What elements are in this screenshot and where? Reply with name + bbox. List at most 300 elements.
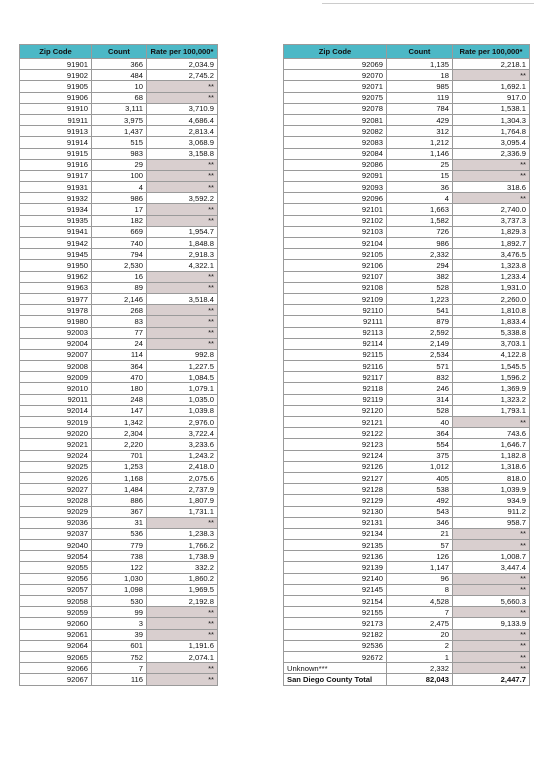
zip-cell: 92075 bbox=[284, 92, 387, 103]
table-row bbox=[284, 618, 530, 629]
count-cell: 405 bbox=[387, 472, 453, 483]
table-row bbox=[284, 193, 530, 204]
table-row bbox=[284, 226, 530, 237]
rate-cell: ** bbox=[147, 159, 218, 170]
table-row bbox=[284, 114, 530, 125]
table-row bbox=[284, 327, 530, 338]
table-row bbox=[20, 170, 218, 181]
table-row bbox=[284, 361, 530, 372]
rate-cell: 3,737.3 bbox=[453, 215, 530, 226]
table-row bbox=[20, 372, 218, 383]
rate-cell: 3,233.6 bbox=[147, 439, 218, 450]
rate-cell: 1,238.3 bbox=[147, 528, 218, 539]
count-cell: 126 bbox=[387, 551, 453, 562]
zip-cell: 92105 bbox=[284, 249, 387, 260]
zip-cell: 92029 bbox=[20, 506, 92, 517]
count-cell: 484 bbox=[92, 70, 147, 81]
table-row bbox=[284, 506, 530, 517]
table-row bbox=[20, 383, 218, 394]
zip-cell: 92070 bbox=[284, 70, 387, 81]
count-cell: 752 bbox=[92, 651, 147, 662]
table-row bbox=[284, 148, 530, 159]
rate-cell: ** bbox=[147, 81, 218, 92]
zip-cell: 92037 bbox=[20, 528, 92, 539]
table-row bbox=[20, 551, 218, 562]
table-row bbox=[284, 596, 530, 607]
table-row bbox=[20, 182, 218, 193]
count-cell: 601 bbox=[92, 640, 147, 651]
count-cell: 77 bbox=[92, 327, 147, 338]
count-cell: 17 bbox=[92, 204, 147, 215]
count-cell: 2 bbox=[387, 640, 453, 651]
rate-cell: 1,646.7 bbox=[453, 439, 530, 450]
rate-cell: 1,860.2 bbox=[147, 573, 218, 584]
count-cell: 530 bbox=[92, 596, 147, 607]
rate-cell: ** bbox=[147, 215, 218, 226]
table-row bbox=[20, 271, 218, 282]
count-cell: 364 bbox=[92, 361, 147, 372]
rate-cell: 5,660.3 bbox=[453, 596, 530, 607]
zip-cell: 92154 bbox=[284, 596, 387, 607]
rate-cell: ** bbox=[453, 170, 530, 181]
rate-cell: 3,095.4 bbox=[453, 137, 530, 148]
rate-cell: 1,692.1 bbox=[453, 81, 530, 92]
zip-cell: 92055 bbox=[20, 562, 92, 573]
rate-cell: ** bbox=[147, 271, 218, 282]
table-row bbox=[284, 159, 530, 170]
rate-cell: 1,039.8 bbox=[147, 405, 218, 416]
table-row bbox=[284, 394, 530, 405]
table-row bbox=[20, 562, 218, 573]
table-row bbox=[284, 629, 530, 640]
zip-cell: 91902 bbox=[20, 70, 92, 81]
table-row bbox=[284, 293, 530, 304]
rate-cell: 1,318.6 bbox=[453, 461, 530, 472]
zip-cell: 91942 bbox=[20, 238, 92, 249]
rate-cell: ** bbox=[147, 674, 218, 685]
zip-cell: 92054 bbox=[20, 551, 92, 562]
rate-cell: 934.9 bbox=[453, 495, 530, 506]
rate-cell: 1,369.9 bbox=[453, 383, 530, 394]
zip-cell: 92071 bbox=[284, 81, 387, 92]
zip-cell: 92114 bbox=[284, 338, 387, 349]
rate-cell: 2,740.0 bbox=[453, 204, 530, 215]
count-cell: 2,332 bbox=[387, 249, 453, 260]
table-row bbox=[284, 551, 530, 562]
zip-header: Zip Code bbox=[284, 45, 387, 59]
count-cell: 68 bbox=[92, 92, 147, 103]
count-cell: 4 bbox=[92, 182, 147, 193]
rate-cell: 3,068.9 bbox=[147, 137, 218, 148]
rate-cell: ** bbox=[147, 338, 218, 349]
zip-cell: 91911 bbox=[20, 114, 92, 125]
zip-cell: 91962 bbox=[20, 271, 92, 282]
count-cell: 57 bbox=[387, 540, 453, 551]
zip-cell: 92122 bbox=[284, 428, 387, 439]
table-row bbox=[20, 126, 218, 137]
zip-cell: 92118 bbox=[284, 383, 387, 394]
zip-cell: 91941 bbox=[20, 226, 92, 237]
count-cell: 536 bbox=[92, 528, 147, 539]
rate-cell: 2,737.9 bbox=[147, 484, 218, 495]
zip-cell: 92007 bbox=[20, 349, 92, 360]
zip-cell: 91915 bbox=[20, 148, 92, 159]
rate-cell: ** bbox=[453, 70, 530, 81]
rate-cell: ** bbox=[453, 193, 530, 204]
table-row bbox=[284, 528, 530, 539]
rate-cell: 3,703.1 bbox=[453, 338, 530, 349]
table-row bbox=[284, 439, 530, 450]
count-cell: 29 bbox=[92, 159, 147, 170]
zip-cell: 91934 bbox=[20, 204, 92, 215]
zip-cell: 91978 bbox=[20, 305, 92, 316]
table-row bbox=[20, 517, 218, 528]
count-cell: 1,147 bbox=[387, 562, 453, 573]
table-row bbox=[20, 327, 218, 338]
count-cell: 312 bbox=[387, 126, 453, 137]
table-row bbox=[284, 316, 530, 327]
table-row bbox=[284, 540, 530, 551]
count-cell: 515 bbox=[92, 137, 147, 148]
rate-cell: 743.6 bbox=[453, 428, 530, 439]
rate-cell: 332.2 bbox=[147, 562, 218, 573]
zip-cell: 92113 bbox=[284, 327, 387, 338]
count-cell: 738 bbox=[92, 551, 147, 562]
table-row bbox=[20, 651, 218, 662]
rate-cell: ** bbox=[453, 629, 530, 640]
rate-cell: 1,833.4 bbox=[453, 316, 530, 327]
count-cell: 538 bbox=[387, 484, 453, 495]
table-row bbox=[20, 204, 218, 215]
zip-cell: 91914 bbox=[20, 137, 92, 148]
rate-cell: 1,538.1 bbox=[453, 103, 530, 114]
table-row bbox=[284, 428, 530, 439]
rate-cell: 4,322.1 bbox=[147, 260, 218, 271]
table-row bbox=[20, 70, 218, 81]
rate-cell: 1,008.7 bbox=[453, 551, 530, 562]
zip-cell: 92104 bbox=[284, 238, 387, 249]
table-row bbox=[20, 193, 218, 204]
rate-cell: ** bbox=[147, 618, 218, 629]
rate-cell: 2,447.7 bbox=[453, 674, 530, 685]
rate-header: Rate per 100,000* bbox=[147, 45, 218, 59]
table-row bbox=[20, 428, 218, 439]
zip-header: Zip Code bbox=[20, 45, 92, 59]
zip-cell: 92056 bbox=[20, 573, 92, 584]
count-cell: 4 bbox=[387, 193, 453, 204]
count-cell: 20 bbox=[387, 629, 453, 640]
zip-cell: 91935 bbox=[20, 215, 92, 226]
table-row bbox=[284, 92, 530, 103]
count-cell: 543 bbox=[387, 506, 453, 517]
zip-cell: 92115 bbox=[284, 349, 387, 360]
count-cell: 31 bbox=[92, 517, 147, 528]
zip-cell: 92155 bbox=[284, 607, 387, 618]
zip-cell: 92109 bbox=[284, 293, 387, 304]
rate-cell: 2,075.6 bbox=[147, 472, 218, 483]
count-cell: 554 bbox=[387, 439, 453, 450]
zip-cell: 92024 bbox=[20, 450, 92, 461]
zip-cell: 92067 bbox=[20, 674, 92, 685]
count-cell: 1,098 bbox=[92, 584, 147, 595]
rate-header: Rate per 100,000* bbox=[453, 45, 530, 59]
count-cell: 100 bbox=[92, 170, 147, 181]
rate-cell: 3,722.4 bbox=[147, 428, 218, 439]
table-row bbox=[284, 450, 530, 461]
rate-cell: 1,233.4 bbox=[453, 271, 530, 282]
zip-cell: Unknown*** bbox=[284, 663, 387, 674]
zip-cell: 92139 bbox=[284, 562, 387, 573]
table-row bbox=[20, 81, 218, 92]
table-row bbox=[284, 282, 530, 293]
rate-cell: 917.0 bbox=[453, 92, 530, 103]
zip-cell: 92082 bbox=[284, 126, 387, 137]
count-cell: 3 bbox=[92, 618, 147, 629]
zip-cell: 92083 bbox=[284, 137, 387, 148]
zip-cell: 92027 bbox=[20, 484, 92, 495]
rate-cell: ** bbox=[453, 663, 530, 674]
table-row bbox=[284, 238, 530, 249]
rate-cell: 1,738.9 bbox=[147, 551, 218, 562]
count-cell: 986 bbox=[387, 238, 453, 249]
table-row bbox=[284, 607, 530, 618]
zip-cell: 92101 bbox=[284, 204, 387, 215]
zip-cell: 92136 bbox=[284, 551, 387, 562]
zip-cell: 92019 bbox=[20, 417, 92, 428]
rate-cell: 1,766.2 bbox=[147, 540, 218, 551]
rate-cell: 2,418.0 bbox=[147, 461, 218, 472]
rate-cell: 1,545.5 bbox=[453, 361, 530, 372]
count-cell: 180 bbox=[92, 383, 147, 394]
table-row bbox=[284, 405, 530, 416]
table-row bbox=[20, 596, 218, 607]
rate-cell: ** bbox=[453, 540, 530, 551]
zip-cell: 92145 bbox=[284, 584, 387, 595]
rate-cell: 2,260.0 bbox=[453, 293, 530, 304]
rate-cell: 2,074.1 bbox=[147, 651, 218, 662]
rate-cell: ** bbox=[453, 640, 530, 651]
zip-cell: 92040 bbox=[20, 540, 92, 551]
zip-cell: 92009 bbox=[20, 372, 92, 383]
count-cell: 346 bbox=[387, 517, 453, 528]
rate-cell: 3,518.4 bbox=[147, 293, 218, 304]
count-cell: 246 bbox=[387, 383, 453, 394]
table-row bbox=[284, 562, 530, 573]
zip-cell: 92182 bbox=[284, 629, 387, 640]
rate-cell: 3,710.9 bbox=[147, 103, 218, 114]
count-cell: 40 bbox=[387, 417, 453, 428]
zip-cell: 91963 bbox=[20, 282, 92, 293]
table-row bbox=[20, 573, 218, 584]
count-cell: 82,043 bbox=[387, 674, 453, 685]
table-row bbox=[284, 663, 530, 674]
count-cell: 2,146 bbox=[92, 293, 147, 304]
table-row bbox=[20, 495, 218, 506]
zip-cell: 91913 bbox=[20, 126, 92, 137]
count-cell: 21 bbox=[387, 528, 453, 539]
zip-cell: 92086 bbox=[284, 159, 387, 170]
count-cell: 985 bbox=[387, 81, 453, 92]
rate-cell: 2,813.4 bbox=[147, 126, 218, 137]
count-cell: 879 bbox=[387, 316, 453, 327]
zip-cell: 92010 bbox=[20, 383, 92, 394]
count-cell: 375 bbox=[387, 450, 453, 461]
rate-cell: 2,976.0 bbox=[147, 417, 218, 428]
zip-cell: 91910 bbox=[20, 103, 92, 114]
count-cell: 1,582 bbox=[387, 215, 453, 226]
rate-cell: 1,848.8 bbox=[147, 238, 218, 249]
zip-cell: 92004 bbox=[20, 338, 92, 349]
zip-cell: 92025 bbox=[20, 461, 92, 472]
table-row bbox=[20, 92, 218, 103]
count-header: Count bbox=[92, 45, 147, 59]
table-row bbox=[20, 629, 218, 640]
zip-cell: 91950 bbox=[20, 260, 92, 271]
count-cell: 528 bbox=[387, 405, 453, 416]
zip-cell: 92020 bbox=[20, 428, 92, 439]
zip-cell: 92121 bbox=[284, 417, 387, 428]
count-cell: 382 bbox=[387, 271, 453, 282]
table-row bbox=[284, 271, 530, 282]
table-row bbox=[20, 349, 218, 360]
zip-cell: 92120 bbox=[284, 405, 387, 416]
count-cell: 96 bbox=[387, 573, 453, 584]
zip-cell: 91932 bbox=[20, 193, 92, 204]
zip-cell: 92057 bbox=[20, 584, 92, 595]
count-cell: 1,437 bbox=[92, 126, 147, 137]
rate-cell: ** bbox=[147, 663, 218, 674]
rate-cell: ** bbox=[147, 182, 218, 193]
rate-cell: 992.8 bbox=[147, 349, 218, 360]
count-cell: 1,146 bbox=[387, 148, 453, 159]
zip-cell: 92111 bbox=[284, 316, 387, 327]
zip-cell: 91980 bbox=[20, 316, 92, 327]
count-cell: 886 bbox=[92, 495, 147, 506]
count-cell: 15 bbox=[387, 170, 453, 181]
rate-cell: 1,243.2 bbox=[147, 450, 218, 461]
count-cell: 571 bbox=[387, 361, 453, 372]
rate-cell: 9,133.9 bbox=[453, 618, 530, 629]
table-row bbox=[284, 584, 530, 595]
table-row bbox=[20, 282, 218, 293]
zip-cell: 92131 bbox=[284, 517, 387, 528]
table-row bbox=[20, 238, 218, 249]
count-cell: 89 bbox=[92, 282, 147, 293]
rate-cell: ** bbox=[147, 204, 218, 215]
zip-cell: 92536 bbox=[284, 640, 387, 651]
count-cell: 470 bbox=[92, 372, 147, 383]
zip-cell: 91916 bbox=[20, 159, 92, 170]
zip-cell: 92021 bbox=[20, 439, 92, 450]
table-row bbox=[20, 417, 218, 428]
rate-cell: 3,158.8 bbox=[147, 148, 218, 159]
count-cell: 36 bbox=[387, 182, 453, 193]
count-cell: 10 bbox=[92, 81, 147, 92]
rate-cell: 2,218.1 bbox=[453, 59, 530, 70]
count-cell: 528 bbox=[387, 282, 453, 293]
zip-cell: 92058 bbox=[20, 596, 92, 607]
zip-cell: 92106 bbox=[284, 260, 387, 271]
table-row bbox=[284, 640, 530, 651]
rate-cell: 958.7 bbox=[453, 517, 530, 528]
table-row bbox=[20, 484, 218, 495]
table-row bbox=[284, 305, 530, 316]
rate-cell: 1,954.7 bbox=[147, 226, 218, 237]
rate-cell: 1,182.8 bbox=[453, 450, 530, 461]
table-row bbox=[20, 249, 218, 260]
count-cell: 114 bbox=[92, 349, 147, 360]
zip-cell: 92064 bbox=[20, 640, 92, 651]
count-cell: 122 bbox=[92, 562, 147, 573]
rate-cell: 1,931.0 bbox=[453, 282, 530, 293]
count-cell: 1,168 bbox=[92, 472, 147, 483]
rate-cell: 2,336.9 bbox=[453, 148, 530, 159]
rate-cell: 2,745.2 bbox=[147, 70, 218, 81]
rate-cell: ** bbox=[147, 607, 218, 618]
rate-cell: 1,731.1 bbox=[147, 506, 218, 517]
count-cell: 24 bbox=[92, 338, 147, 349]
table-row bbox=[284, 137, 530, 148]
table-row bbox=[20, 148, 218, 159]
count-cell: 248 bbox=[92, 394, 147, 405]
count-cell: 1,012 bbox=[387, 461, 453, 472]
zip-cell: 92060 bbox=[20, 618, 92, 629]
table-row bbox=[20, 394, 218, 405]
zip-cell: 92117 bbox=[284, 372, 387, 383]
table-row bbox=[20, 584, 218, 595]
table-row bbox=[20, 316, 218, 327]
count-cell: 2,530 bbox=[92, 260, 147, 271]
count-cell: 1,212 bbox=[387, 137, 453, 148]
rate-cell: 1,191.6 bbox=[147, 640, 218, 651]
table-row bbox=[284, 204, 530, 215]
zip-cell: 92173 bbox=[284, 618, 387, 629]
zip-cell: 92672 bbox=[284, 651, 387, 662]
zip-cell: 92107 bbox=[284, 271, 387, 282]
zip-cell: 91901 bbox=[20, 59, 92, 70]
rate-cell: 4,122.8 bbox=[453, 349, 530, 360]
rate-cell: 1,810.8 bbox=[453, 305, 530, 316]
table-row bbox=[284, 517, 530, 528]
rate-cell: 1,039.9 bbox=[453, 484, 530, 495]
rate-cell: ** bbox=[453, 651, 530, 662]
count-cell: 429 bbox=[387, 114, 453, 125]
table-row bbox=[20, 640, 218, 651]
table-row bbox=[284, 472, 530, 483]
table-row bbox=[284, 126, 530, 137]
zip-cell: 92065 bbox=[20, 651, 92, 662]
count-cell: 4,528 bbox=[387, 596, 453, 607]
zip-cell: 92011 bbox=[20, 394, 92, 405]
count-cell: 2,332 bbox=[387, 663, 453, 674]
zip-cell: 92078 bbox=[284, 103, 387, 114]
rate-cell: 1,793.1 bbox=[453, 405, 530, 416]
rate-cell: ** bbox=[147, 305, 218, 316]
count-cell: 268 bbox=[92, 305, 147, 316]
table-row bbox=[284, 182, 530, 193]
rate-cell: 3,592.2 bbox=[147, 193, 218, 204]
count-cell: 832 bbox=[387, 372, 453, 383]
count-cell: 2,304 bbox=[92, 428, 147, 439]
rate-cell: ** bbox=[453, 573, 530, 584]
zip-cell: 92119 bbox=[284, 394, 387, 405]
table-row bbox=[20, 260, 218, 271]
zip-cell: 91945 bbox=[20, 249, 92, 260]
count-cell: 983 bbox=[92, 148, 147, 159]
count-cell: 39 bbox=[92, 629, 147, 640]
rate-cell: 3,447.4 bbox=[453, 562, 530, 573]
zip-cell: 92140 bbox=[284, 573, 387, 584]
